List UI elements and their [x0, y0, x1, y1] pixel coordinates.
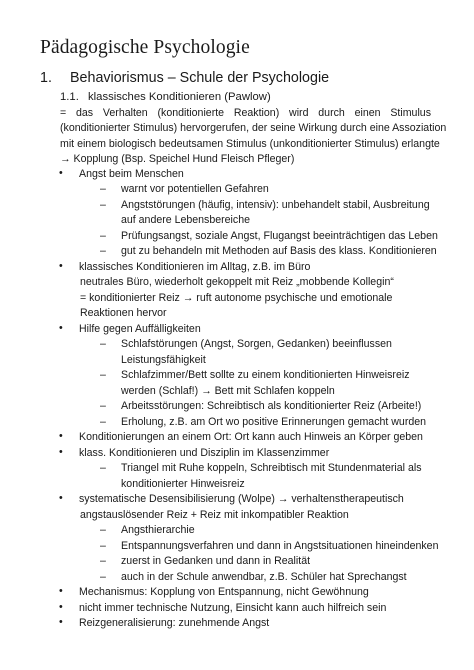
section-title: Behaviorismus – Schule der Psychologie	[70, 70, 330, 86]
sub-list-item-text: warnt vor potentiellen Gefahren	[121, 183, 269, 195]
list-item-text: Reizgeneralisierung: zunehmende Angst	[79, 617, 270, 629]
list-item-text: klass. Konditionieren und Disziplin im Klassenzimmer	[79, 447, 330, 459]
sub-list-item-continuation: werden (Schlaf!) → Bett mit Schlafen koppeln	[121, 385, 335, 397]
definition-line: = das Verhalten (konditionierte Reaktion) wird durch einen Stimulus	[60, 107, 431, 119]
dash-marker: –	[100, 400, 106, 412]
definition-paragraph	[60, 106, 447, 168]
section-number: 1.	[40, 70, 52, 86]
bullet-marker: •	[59, 322, 63, 334]
dash-marker: –	[100, 183, 106, 195]
list-item-text: systematische Desensibilisierung (Wolpe) → verhaltenstherapeutisch	[79, 493, 404, 505]
list-item-text: Mechanismus: Kopplung von Entspannung, nicht Gewöhnung	[79, 586, 369, 598]
dash-marker: –	[100, 369, 106, 381]
bullet-marker: •	[59, 446, 63, 458]
bullet-marker: •	[59, 167, 63, 179]
bullet-marker: •	[59, 492, 63, 504]
sub-list-item-text: Erholung, z.B. am Ort wo positive Erinnerungen gemacht wurden	[121, 416, 427, 428]
sub-list-item-continuation: Leistungsfähigkeit	[121, 354, 206, 366]
dash-marker: –	[100, 462, 106, 474]
list-item-text: Konditionierungen an einem Ort: Ort kann auch Hinweis an Körper geben	[79, 431, 423, 443]
dash-marker: –	[100, 571, 106, 583]
list-item-text: Hilfe gegen Auffälligkeiten	[79, 323, 201, 335]
sub-list-item-text: Triangel mit Ruhe koppeln, Schreibtisch mit Stundenmaterial als	[121, 462, 422, 474]
definition-line: (konditionierter Stimulus) hervorgerufen, der seine Wirkung durch eine Assoziation	[60, 122, 447, 135]
list-item-text: nicht immer technische Nutzung, Einsicht kann auch hilfreich sein	[79, 602, 387, 614]
sub-list-item-text: Schlafstörungen (Angst, Sorgen, Gedanken) beeinflussen	[121, 338, 392, 350]
subsection-heading	[60, 91, 271, 103]
sub-list-item-text: Entspannungsverfahren und dann in Angstsituationen hineindenken	[121, 540, 439, 552]
definition-line: mit einem biologisch bedeutsamen Stimulus (unkonditionierter Stimulus) erlangte	[60, 137, 440, 150]
list-item-text: Angst beim Menschen	[79, 168, 184, 180]
bullet-marker: •	[59, 585, 63, 597]
bullet-marker: •	[59, 260, 63, 272]
sub-list-item-continuation: konditionierter Hinweisreiz	[121, 478, 245, 490]
dash-marker: –	[100, 524, 106, 536]
list-item-continuation: Reaktionen hervor	[80, 307, 167, 319]
bullet-marker: •	[59, 616, 63, 628]
sub-list-item-text: auch in der Schule anwendbar, z.B. Schüler hat Sprechangst	[121, 571, 407, 583]
bullet-marker: •	[59, 601, 63, 613]
sub-list-item-text: gut zu behandeln mit Methoden auf Basis des klass. Konditionieren	[121, 245, 437, 257]
sub-list-item-text: zuerst in Gedanken und dann in Realität	[121, 555, 311, 567]
dash-marker: –	[100, 230, 106, 242]
sub-list-item-text: Angststörungen (häufig, intensiv): unbehandelt stabil, Ausbreitung	[121, 199, 430, 211]
sub-list-item-text: Schlafzimmer/Bett sollte zu einem konditionierten Hinweisreiz	[121, 369, 410, 381]
definition-line: → Kopplung (Bsp. Speichel Hund Fleisch Pfleger)	[60, 153, 295, 166]
list-item-text: klassisches Konditionieren im Alltag, z.B. im Büro	[79, 261, 311, 273]
section-heading	[40, 70, 329, 86]
list-item-continuation: = konditionierter Reiz → ruft autonome psychische und emotionale	[80, 292, 393, 304]
sub-list-item-continuation: auf andere Lebensbereiche	[121, 214, 250, 226]
dash-marker: –	[100, 338, 106, 350]
list-item-continuation: neutrales Büro, wiederholt gekoppelt mit Reiz „mobbende Kollegin“	[80, 276, 394, 288]
sub-list-item-text: Angsthierarchie	[121, 524, 195, 536]
dash-marker: –	[100, 245, 106, 257]
dash-marker: –	[100, 540, 106, 552]
subsection-number: 1.1.	[60, 91, 79, 103]
bullet-marker: •	[59, 430, 63, 442]
sub-list-item-text: Arbeitsstörungen: Schreibtisch als konditionierter Reiz (Arbeite!)	[121, 400, 422, 412]
sub-list-item-text: Prüfungsangst, soziale Angst, Flugangst beeinträchtigen das Leben	[121, 230, 438, 242]
page-title: Pädagogische Psychologie	[40, 37, 250, 58]
dash-marker: –	[100, 555, 106, 567]
dash-marker: –	[100, 416, 106, 428]
subsection-title: klassisches Konditionieren (Pawlow)	[88, 91, 271, 103]
list-item-continuation: angstauslösender Reiz + Reiz mit inkompatibler Reaktion	[80, 509, 349, 521]
dash-marker: –	[100, 199, 106, 211]
